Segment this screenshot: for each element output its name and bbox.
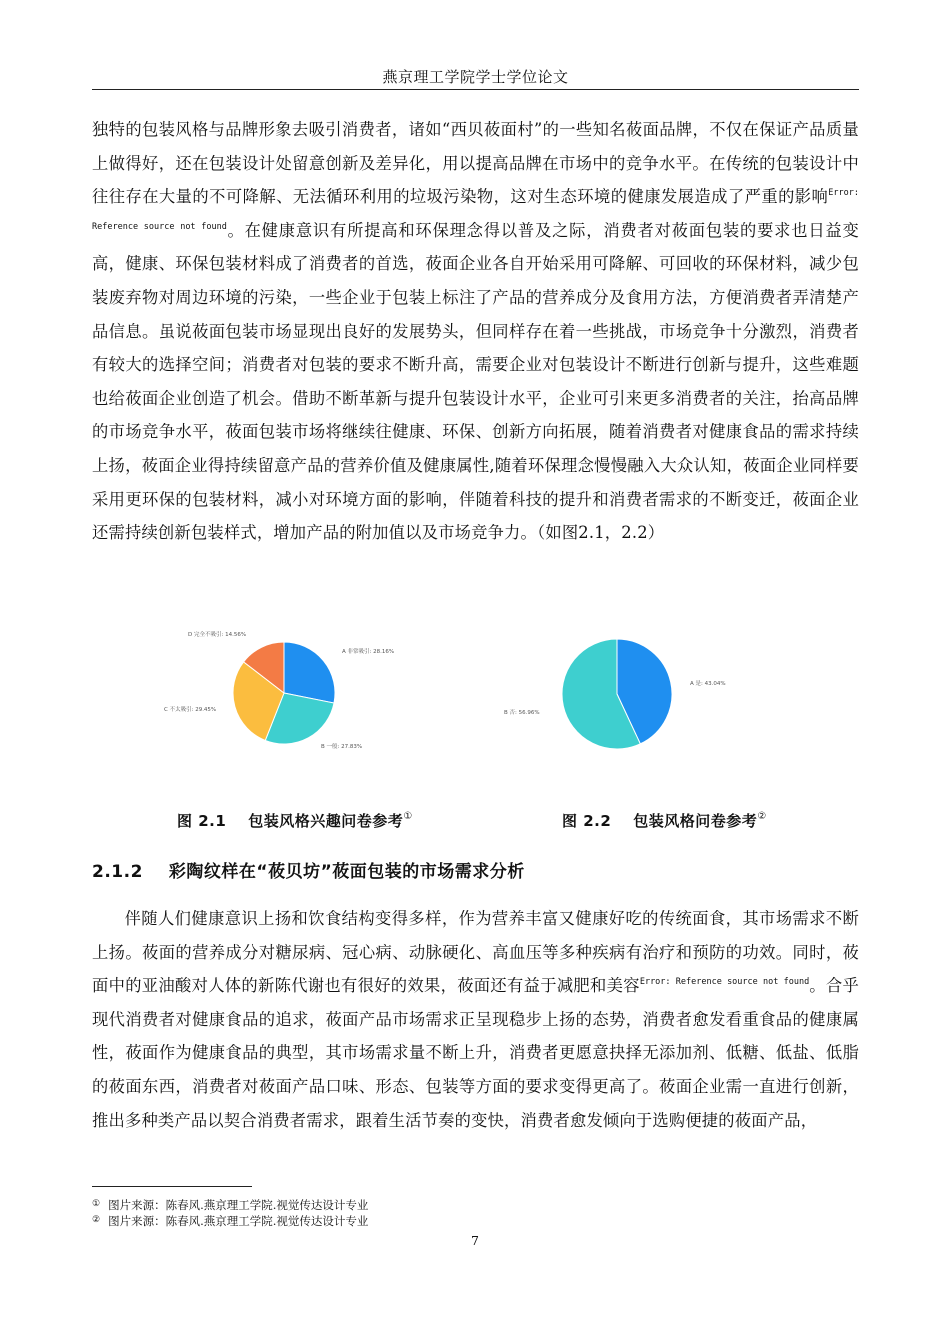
footnote-mark: ② (92, 1215, 101, 1225)
section-heading (92, 857, 525, 882)
footnote-ref[interactable]: ② (757, 811, 767, 822)
reference-error[interactable]: Error: Reference source not found (639, 977, 810, 988)
paragraph-text: 独特的包装风格与品牌形象去吸引消费者，诸如“西贝莜面村”的一些知名莜面品牌，不仅在保证产品质量上做得好，还在包装设计处留意创新及差异化，用以提高品牌在市场中的竞争水平。在传统的包装设计中往往存在大量的不可降解、无法循环利用的垃圾污染物，这对生态环境的健康发展造成了严重的影响 (92, 120, 859, 207)
figure-number: 图 2.2 (562, 812, 612, 830)
slice-label: A 是: 43.04% (690, 681, 726, 687)
body-paragraph-1 (92, 113, 859, 550)
figure-number: 图 2.1 (177, 812, 227, 830)
reference-error[interactable]: Error: Reference source not found (92, 188, 859, 232)
footnote-rule (92, 1186, 252, 1187)
running-header: 燕京理工学院学士学位论文 (382, 68, 569, 86)
paragraph-text: 。合乎现代消费者对健康食品的追求，莜面产品市场需求正呈现稳步上扬的态势，消费者愈发看重食品的健康属性，莜面作为健康食品的典型，其市场需求量不断上升，消费者更愿意抉择无添加剂、低糖、低盐、低脂的莜面东西，消费者对莜面产品口味、形态、包装等方面的要求变得更高了。莜面企业需一直进行创新，推出多种类产品以契合消费者需求，跟着生活节奏的变快，消费者愈发倾向于选购便捷的莜面产品， (92, 976, 859, 1130)
slice-label: A 非常吸引: 28.16% (342, 649, 395, 655)
slice-label: B 一般: 27.83% (321, 744, 363, 750)
page-number: 7 (471, 1233, 479, 1248)
header-rule (92, 89, 859, 90)
figure-caption-2-1 (177, 810, 413, 831)
paragraph-text: 伴随人们健康意识上扬和饮食结构变得多样，作为营养丰富又健康好吃的传统面食，其市场需求不断上扬。莜面的营养成分对糖尿病、冠心病、动脉硬化、高血压等多种疾病有治疗和预防的功效。同时，莜面中的亚油酸对人体的新陈代谢也有很好的效果，莜面还有益于减肥和美容 (92, 909, 859, 996)
pie-chart-style-interest (160, 608, 420, 778)
footnote-text: 图片来源：陈春风.燕京理工学院.视觉传达设计专业 (108, 1214, 369, 1228)
slice-label: D 完全不吸引: 14.56% (188, 632, 247, 638)
pie-slices (562, 639, 672, 749)
pie-slices (233, 642, 335, 744)
figure-title: 包装风格兴趣问卷参考 (248, 812, 404, 830)
footnote (92, 1197, 368, 1212)
slice-label: B 否: 56.96% (504, 710, 540, 716)
figure-caption-2-2 (562, 810, 767, 831)
section-number: 2.1.2 (92, 862, 143, 882)
pie-slice-1 (284, 642, 335, 703)
figure-title: 包装风格问卷参考 (633, 812, 758, 830)
footnote-mark: ① (92, 1199, 101, 1209)
section-title: 彩陶纹样在“莜贝坊”莜面包装的市场需求分析 (168, 862, 525, 882)
slice-label: C 不太吸引: 29.45% (164, 707, 217, 713)
pie-chart-style-survey (488, 608, 758, 778)
paragraph-text: 。在健康意识有所提高和环保理念得以普及之际，消费者对莜面包装的要求也日益变高，健康、环保包装材料成了消费者的首选，莜面企业各自开始采用可降解、可回收的环保材料，减少包装废弃物对周边环境的污染，一些企业于包装上标注了产品的营养成分及食用方法，方便消费者弄清楚产品信息。虽说莜面包装市场显现出良好的发展势头，但同样存在着一些挑战，市场竞争十分激烈，消费者有较大的选择空间；消费者对包装的要求不断升高，需要企业对包装设计不断进行创新与提升，这些难题也给莜面企业创造了机会。借助不断革新与提升包装设计水平，企业可引来更多消费者的关注，抬高品牌的市场竞争水平，莜面包装市场将继续往健康、环保、创新方向拓展，随着消费者对健康食品的需求持续上扬，莜面企业得持续留意产品的营养价值及健康属性,随着环保理念慢慢融入大众认知，莜面企业同样要采用更环保的包装材料，减小对环境方面的影响，伴随着科技的提升和消费者需求的不断变迁，莜面企业还需持续创新包装样式，增加产品的附加值以及市场竞争力。（如图2.1，2.2） (92, 220, 860, 543)
footnote-text: 图片来源：陈春风.燕京理工学院.视觉传达设计专业 (108, 1198, 369, 1212)
footnote (92, 1213, 368, 1228)
footnote-ref[interactable]: ① (403, 811, 413, 822)
body-paragraph-2 (92, 902, 859, 1137)
